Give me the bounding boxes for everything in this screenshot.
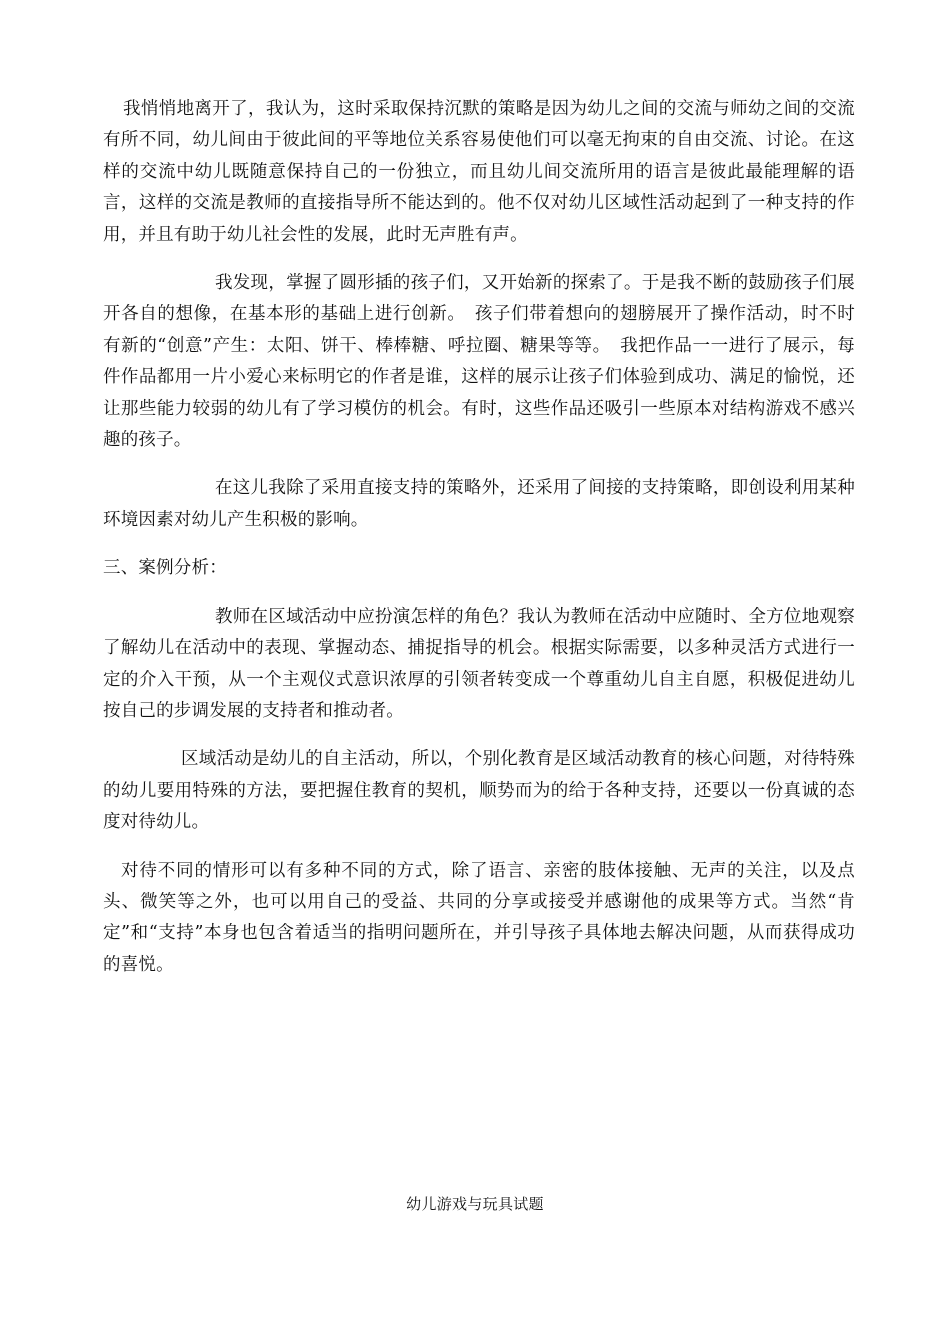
paragraph-individualized-education: 区域活动是幼儿的自主活动，所以，个别化教育是区域活动教育的核心问题，对待特殊的幼儿要用特殊的方法，要把握住教育的契机，顺势而为的给于各种支持，还要以一份真诚的态度对待幼儿。 <box>103 749 855 833</box>
page-footer: 幼儿游戏与玩具试题 <box>406 1195 544 1213</box>
paragraph-silence-strategy: 我悄悄地离开了，我认为，这时采取保持沉默的策略是因为幼儿之间的交流与师幼之间的交流有所不同，幼儿间由于彼此间的平等地位关系容易使他们可以毫无拘束的自由交流、讨论。在这样的交流中幼儿既随意保持自己的一份独立，而且幼儿间交流所用的语言是彼此最能理解的语言，这样的交流是教师的直接指导所不能达到的。他不仅对幼儿区域性活动起到了一种支持的作用，并且有助于幼儿社会性的发展，此时无声胜有声。 <box>103 99 855 245</box>
paragraph-indirect-support: 在这儿我除了采用直接支持的策略外，还采用了间接的支持策略，即创设利用某种环境因素对幼儿产生积极的影响。 <box>103 478 855 530</box>
section-heading-case-analysis: 三、案例分析： <box>103 558 227 579</box>
paragraph-support-methods: 对待不同的情形可以有多种不同的方式，除了语言、亲密的肢体接触、无声的关注，以及点头、微笑等之外，也可以用自己的受益、共同的分享或接受并感谢他的成果等方式。当然“肯定”和“支持”本身也包含着适当的指明问题所在，并引导孩子具体地去解决问题，从而获得成功的喜悦。 <box>103 860 855 975</box>
paragraph-creative-exploration: 我发现，掌握了圆形插的孩子们，又开始新的探索了。于是我不断的鼓励孩子们展开各自的想像，在基本形的基础上进行创新。 孩子们带着想向的翅膀展开了操作活动，时不时有新的“创意”产生：太阳、饼干、棒棒糖、呼拉圈、糖果等等。 我把作品一一进行了展示，每件作品都用一片小爱心来标明它的作者是谁，这样的展示让孩子们体验到成功、满足的愉悦，还让那些能力较弱的幼儿有了学习模仿的机会。有时，这些作品还吸引一些原本对结构游戏不感兴趣的孩子。 <box>103 273 855 451</box>
document-body <box>103 94 855 981</box>
paragraph-teacher-role: 教师在区域活动中应扮演怎样的角色？我认为教师在活动中应随时、全方位地观察了解幼儿在活动中的表现、掌握动态、捕捉指导的机会。根据实际需要，以多种灵活方式进行一定的介入干预，从一个主观仪式意识浓厚的引领者转变成一个尊重幼儿自主自愿，积极促进幼儿按自己的步调发展的支持者和推动者。 <box>103 606 855 721</box>
